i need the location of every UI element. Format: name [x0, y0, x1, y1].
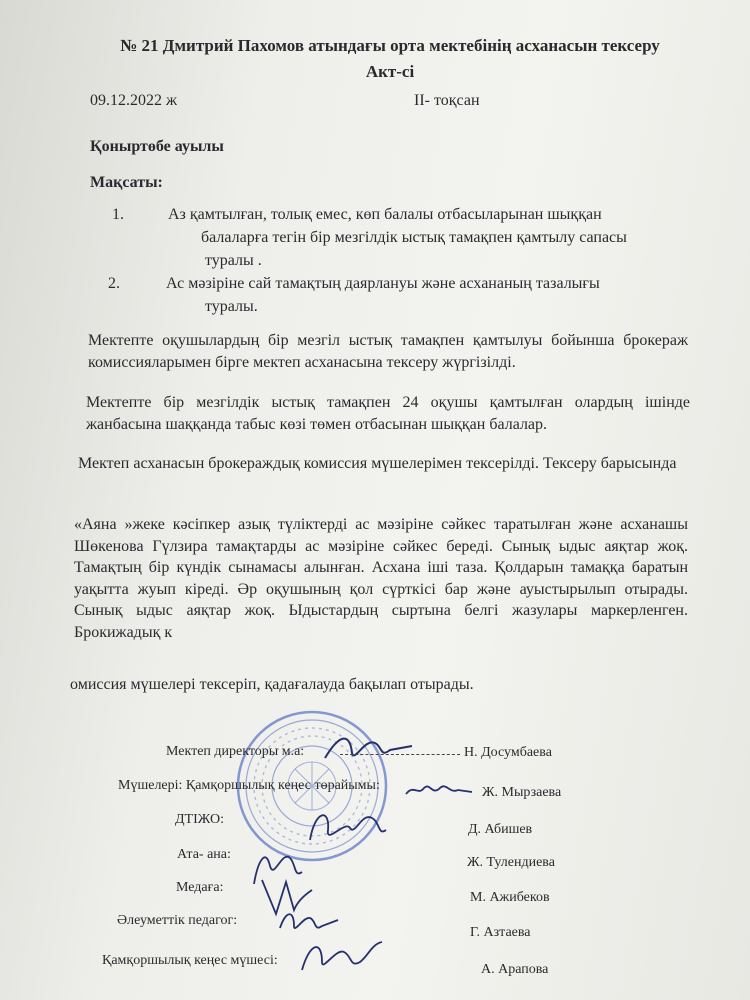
- director-name: Н. Досумбаева: [464, 745, 552, 760]
- paragraph-4: «Аяна »жеке кәсіпкер азық түліктерді ас мәзіріне сәйкес таратылған және асханашы Шөкенова Гүлзира тамақтарды ас мәзіріне сәйкес береді. Сынық ыдыс аяқтар жоқ. Тамақтың бір күндік сынамасы алынған. Асхана іші таза. Қолдарын тамаққа баратын уақытта жуып кіреді. Әр оқушының қол сүрткісі бар және ауыстырылып отырады. Сынық ыдыс аяқтар жоқ. Ыдыстардың сыртына белгі жазулары маркерленген. Брокижадық к: [74, 516, 688, 641]
- council-member-signature: [296, 934, 386, 976]
- dtizho-name: Д. Абишев: [468, 822, 533, 837]
- title-line-1: № 21 Дмитрий Пахомов атындағы орта мектебінің асханасын тексеру: [120, 36, 660, 55]
- director-signature: [320, 728, 420, 768]
- council-member-name: А. Арапова: [481, 962, 549, 977]
- dtizho-label: ДТІЖО:: [175, 812, 224, 827]
- paragraph-1: Мектепте оқушылардың бір мезгіл ыстық тамақпен қамтылуы бойынша брокераж комиссияларымен бірге мектеп асханасына тексеру жүргізілді.: [88, 332, 688, 371]
- director-sign-line: [340, 754, 460, 755]
- goal-text-line: Ас мәзіріне сай тамақтың даярлануы және асхананың тазалығы: [166, 275, 600, 292]
- document-title: [60, 33, 720, 85]
- title-line-2: Акт-сі: [365, 62, 415, 81]
- social-pedagogue-signature: [276, 904, 340, 936]
- goals-heading: Мақсаты:: [90, 174, 163, 191]
- paragraph-5: омиссия мүшелері тексеріп, қадағалауда бақылап отырады.: [70, 676, 474, 693]
- quarter-label: ІІ- тоқсан: [414, 92, 480, 109]
- village-name: Қоныртөбе ауылы: [90, 138, 224, 155]
- document-date: 09.12.2022 ж: [90, 92, 178, 109]
- council-member-label: Қамқоршылық кеңес мүшесі:: [102, 953, 278, 968]
- director-label: Мектеп директоры м.а:: [166, 744, 305, 759]
- goal-text-line: Аз қамтылған, толық емес, көп балалы отбасыларынан шыққан: [168, 206, 602, 223]
- nurse-name: М. Ажибеков: [470, 890, 550, 905]
- members-label: Мүшелері: Қамқоршылық кеңес төрайымы:: [118, 778, 380, 793]
- goal-text-line: балаларға тегін бір мезгілдік ыстық тамақпен қамтылу сапасы: [201, 229, 627, 246]
- goal-text-line: туралы.: [205, 298, 258, 315]
- goal-text-line: туралы .: [205, 252, 262, 269]
- dtizho-signature: [300, 800, 390, 850]
- social-pedagogue-label: Әлеуметтік педагог:: [117, 913, 238, 928]
- chair-signature: [404, 778, 474, 802]
- parent-label: Ата- ана:: [177, 847, 231, 862]
- chair-name: Ж. Мырзаева: [482, 785, 562, 800]
- social-pedagogue-name: Г. Азтаева: [470, 925, 531, 940]
- goal-number: 2.: [108, 275, 120, 292]
- nurse-label: Медаға:: [176, 880, 224, 895]
- paragraph-3: Мектеп асханасын брокераждық комиссия мүшелерімен тексерілді. Тексеру барысында: [78, 455, 677, 472]
- paragraph-2: Мектепте бір мезгілдік ыстық тамақпен 24 оқушы қамтылған олардың ішінде жанбасына шаққанда табыс көзі төмен отбасынан шыққан балалар.: [86, 394, 690, 433]
- parent-name: Ж. Тулендиева: [467, 855, 555, 870]
- goal-number: 1.: [112, 206, 124, 223]
